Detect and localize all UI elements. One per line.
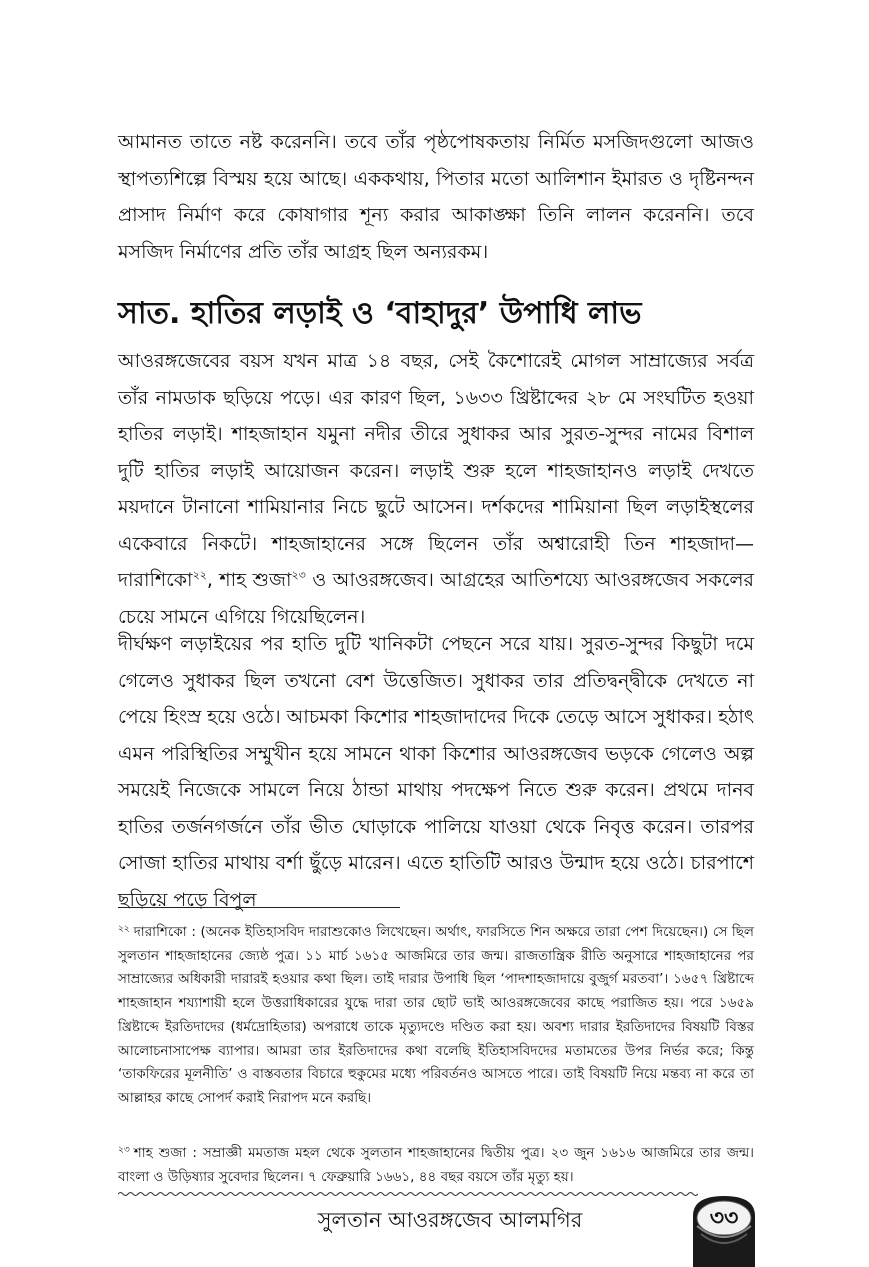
footnote-text: শাহ শুজা : সম্রাজ্ঞী মমতাজ মহল থেকে সুলতান শাহজাহানের দ্বিতীয় পুত্র। ২৩ জুন ১৬১৬ আজমিরে তার জন্ম। বাংলা ও উড়িষ্যার সুবেদার ছিলেন। ৭ ফেব্রুয়ারি ১৬৬১, ৪৪ বছর বয়সে তাঁর মৃত্যু হয়। xyxy=(118,1145,754,1185)
paragraph-text: , শাহ শুজা xyxy=(206,569,292,591)
footnote-divider xyxy=(118,907,400,908)
footnote-text: দারাশিকো : (অনেক ইতিহাসবিদ দারাশুকোও লিখেছেন। অর্থাৎ, ফারসিতে শিন অক্ষরে তারা পেশ দিয়েছেন।) সে ছিল সুলতান শাহজাহানের জ্যেষ্ঠ পুত্র। ১১ মার্চ ১৬১৫ আজমিরে তার জন্ম। রাজতান্ত্রিক রীতি অনুসারে শাহজাহানের পর সাম্রাজ্যের অধিকারী দারারই হওয়ার কথা ছিল। তাই দারার উপাধি ছিল ‘পাদশাহজাদায়ে বুজুর্গ মরতবা’। ১৬৫৭ খ্রিষ্টাব্দে শাহজাহান শয্যাশায়ী হলে উত্তরাধিকারের যুদ্ধে দারা তার ছোট ভাই আওরঙ্গজেবের কাছে পরাজিত হয়। পরে ১৬৫৯ খ্রিষ্টাব্দে ইরতিদাদের (ধর্মদ্রোহিতার) অপরাধে তাকে মৃত্যুদণ্ডে দণ্ডিত করা হয়। অবশ্য দারার ইরতিদাদের বিষয়টি বিস্তর আলোচনাসাপেক্ষ ব্যাপার। আমরা তার ইরতিদাদের কথা বলেছি ইতিহাসবিদদের মতামতের উপর নির্ভর করে; কিন্তু ‘তাকফিরের মূলনীতি’ ও বাস্তবতার বিচারে হুকুমের মধ্যে পরিবর্তনও আসতে পারে। তাই বিষয়টি নিয়ে মন্তব্য না করে তা আল্লাহর কাছে সোপর্দ করাই নিরাপদ মনে করছি। xyxy=(118,924,754,1106)
body-paragraph: দীর্ঘক্ষণ লড়াইয়ের পর হাতি দুটি খানিকটা পেছনে সরে যায়। সুরত-সুন্দর কিছুটা দমে গেলেও সুধাকর ছিল তখনো বেশ উত্তেজিত। সুধাকর তার প্রতিদ্বন্দ্বীকে দেখতে না পেয়ে হিংস্র হয়ে ওঠে। আচমকা কিশোর শাহজাদাদের দিকে তেড়ে আসে সুধাকর। হঠাৎ এমন পরিস্থিতির সম্মুখীন হয়ে সামনে থাকা কিশোর আওরঙ্গজেব ভড়কে গেলেও অল্প সময়েই নিজেকে সামলে নিয়ে ঠান্ডা মাথায় পদক্ষেপ নিতে শুরু করেন। প্রথমে দানব হাতির তর্জনগর্জনে তাঁর ভীত ঘোড়াকে পালিয়ে যাওয়া থেকে নিবৃত্ত করেন। তারপর সোজা হাতির মাথায় বর্শা ছুঁড়ে মারেন। এতে হাতিটি আরও উন্মাদ হয়ে ওঠে। চারপাশে ছড়িয়ে পড়ে বিপুল xyxy=(118,633,754,911)
body-paragraph xyxy=(118,343,754,635)
paragraph-text: ও আওরঙ্গজেব। আগ্রহের আতিশয্যে আওরঙ্গজেব সকলের চেয়ে সামনে এগিয়ে গিয়েছিলেন। xyxy=(118,569,754,628)
footnote xyxy=(118,1139,754,1189)
footnote-reference[interactable]: ২২ xyxy=(192,568,207,582)
body-paragraph: আমানত তাতে নষ্ট করেননি। তবে তাঁর পৃষ্ঠপোষকতায় নির্মিত মসজিদগুলো আজও স্থাপত্যশিল্পে বিস্ময় হয়ে আছে। এককথায়, পিতার মতো আলিশান ইমারত ও দৃষ্টিনন্দন প্রাসাদ নির্মাণ করে কোষাগার শূন্য করার আকাঙ্ক্ষা তিনি লালন করেননি। তবে মসজিদ নির্মাণের প্রতি তাঁর আগ্রহ ছিল অন্যরকম। xyxy=(118,131,754,263)
footer-wavy-divider xyxy=(118,1190,698,1198)
footnote-marker: ২৩ xyxy=(118,1145,130,1155)
page-number: ৩৩ xyxy=(709,1206,739,1231)
footnote xyxy=(118,918,754,1111)
footnote-reference[interactable]: ২৩ xyxy=(291,568,306,582)
footnote-marker: ২২ xyxy=(118,924,130,934)
paragraph-text: আওরঙ্গজেবের বয়স যখন মাত্র ১৪ বছর, সেই কৈশোরেই মোগল সাম্রাজ্যের সর্বত্র তাঁর নামডাক ছড়িয়ে পড়ে। এর কারণ ছিল, ১৬৩৩ খ্রিষ্টাব্দের ২৮ মে সংঘটিত হওয়া হাতির লড়াই। শাহজাহান যমুনা নদীর তীরে সুধাকর আর সুরত-সুন্দর নামের বিশাল দুটি হাতির লড়াই আয়োজন করেন। লড়াই শুরু হলে শাহজাহানও লড়াই দেখতে ময়দানে টানানো শামিয়ানার নিচে ছুটে আসেন। দর্শকদের শামিয়ানা ছিল লড়াইস্থলের একেবারে নিকটে। শাহজাহানের সঙ্গে ছিলেন তাঁর অশ্বারোহী তিন শাহজাদা—দারাশিকো xyxy=(118,350,754,591)
section-heading: সাত. হাতির লড়াই ও ‘বাহাদুর’ উপাধি লাভ xyxy=(118,296,642,331)
running-title: সুলতান আওরঙ্গজেব আলমগির xyxy=(317,1208,583,1232)
